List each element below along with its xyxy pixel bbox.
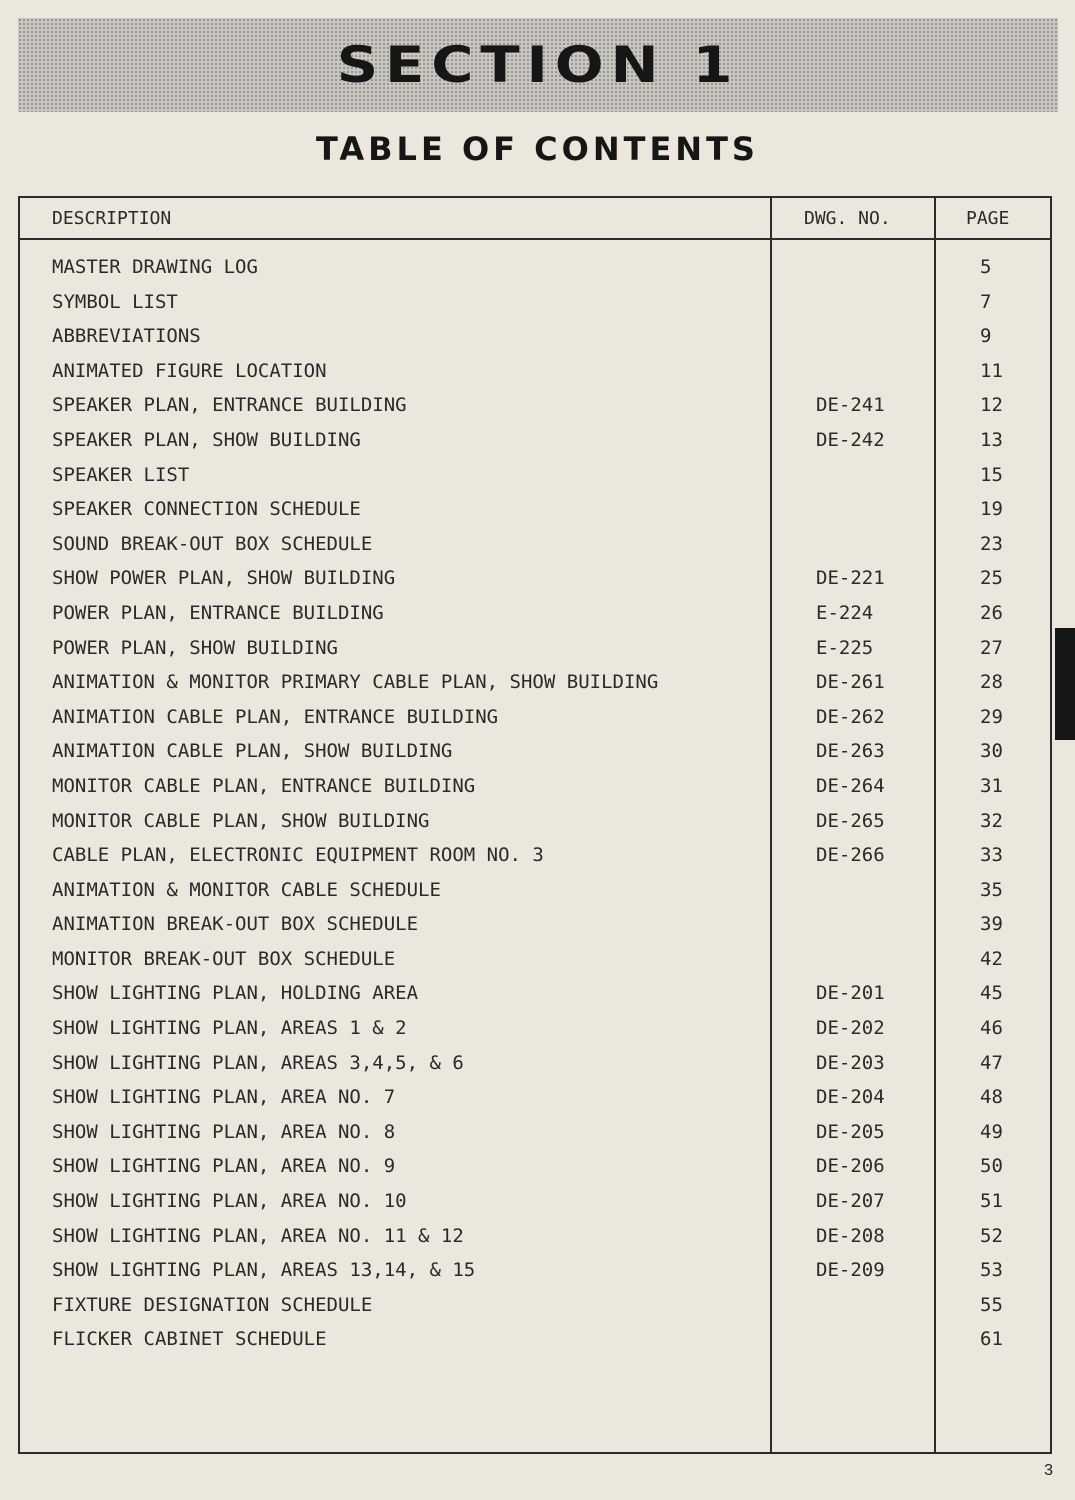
row-page-number: 15 [980,463,1003,486]
row-page-number: 61 [980,1328,1003,1351]
row-page-number: 25 [980,567,1003,590]
row-page-number: 12 [980,394,1003,417]
row-drawing-number: DE-201 [816,982,885,1005]
row-page-number: 29 [980,705,1003,728]
section-banner [18,18,1058,112]
row-page-number: 50 [980,1155,1003,1178]
row-drawing-number: DE-263 [816,740,885,763]
row-description: FIXTURE DESIGNATION SCHEDULE [52,1293,373,1316]
row-description: SHOW LIGHTING PLAN, AREA NO. 7 [52,1086,396,1109]
row-description: ANIMATION & MONITOR CABLE SCHEDULE [52,878,441,901]
row-description: SHOW LIGHTING PLAN, AREA NO. 11 & 12 [52,1224,464,1247]
table-row [20,633,1050,668]
table-row [20,1117,1050,1152]
table-row [20,702,1050,737]
table-row [20,667,1050,702]
row-page-number: 48 [980,1086,1003,1109]
row-description: SOUND BREAK-OUT BOX SCHEDULE [52,532,373,555]
table-row [20,1048,1050,1083]
row-description: SPEAKER LIST [52,463,190,486]
row-page-number: 19 [980,498,1003,521]
row-page-number: 33 [980,844,1003,867]
page-column-header: PAGE [966,208,1010,229]
row-drawing-number: DE-242 [816,428,885,451]
table-row [20,1324,1050,1359]
row-drawing-number: E-225 [816,636,874,659]
row-description: SPEAKER CONNECTION SCHEDULE [52,498,361,521]
page-number: 3 [1044,1462,1053,1479]
row-description: ANIMATION BREAK-OUT BOX SCHEDULE [52,913,419,936]
row-description: SHOW LIGHTING PLAN, AREAS 3,4,5, & 6 [52,1051,464,1074]
row-page-number: 30 [980,740,1003,763]
table-row [20,287,1050,322]
table-row [20,1082,1050,1117]
row-page-number: 32 [980,809,1003,832]
row-page-number: 42 [980,947,1003,970]
row-description: ABBREVIATIONS [52,325,201,348]
page-title: TABLE OF CONTENTS [316,130,759,168]
row-description: MASTER DRAWING LOG [52,256,258,278]
table-row [20,356,1050,391]
row-page-number: 28 [980,671,1003,694]
table-row [20,840,1050,875]
row-drawing-number: DE-266 [816,844,885,867]
row-description: SYMBOL LIST [52,290,178,313]
row-description: SHOW LIGHTING PLAN, AREA NO. 8 [52,1120,396,1143]
table-row [20,529,1050,564]
table-row [20,460,1050,495]
table-row [20,252,1050,287]
row-drawing-number: DE-264 [816,774,885,797]
table-row [20,771,1050,806]
section-title: SECTION 1 [336,36,740,94]
row-drawing-number: DE-221 [816,567,885,590]
row-description: SHOW POWER PLAN, SHOW BUILDING [52,567,396,590]
row-description: MONITOR CABLE PLAN, SHOW BUILDING [52,809,430,832]
row-page-number: 31 [980,774,1003,797]
row-page-number: 52 [980,1224,1003,1247]
table-row [20,425,1050,460]
table-row [20,390,1050,425]
row-description: SHOW LIGHTING PLAN, AREAS 13,14, & 15 [52,1259,476,1282]
row-drawing-number: DE-207 [816,1190,885,1213]
row-description: MONITOR CABLE PLAN, ENTRANCE BUILDING [52,774,476,797]
row-description: ANIMATION & MONITOR PRIMARY CABLE PLAN, SHOW BUILDING [52,671,659,694]
table-row [20,944,1050,979]
toc-table [18,196,1052,1454]
table-row [20,494,1050,529]
row-page-number: 53 [980,1259,1003,1282]
row-page-number: 55 [980,1293,1003,1316]
table-row [20,806,1050,841]
table-row [20,1151,1050,1186]
row-drawing-number: DE-208 [816,1224,885,1247]
table-row [20,1186,1050,1221]
row-description: SHOW LIGHTING PLAN, HOLDING AREA [52,982,419,1005]
row-page-number: 45 [980,982,1003,1005]
row-page-number: 51 [980,1190,1003,1213]
row-description: SHOW LIGHTING PLAN, AREAS 1 & 2 [52,1017,407,1040]
row-description: SHOW LIGHTING PLAN, AREA NO. 9 [52,1155,396,1178]
row-drawing-number: DE-206 [816,1155,885,1178]
drawing-number-column-header: DWG. NO. [804,208,891,229]
row-drawing-number: DE-209 [816,1259,885,1282]
row-drawing-number: DE-203 [816,1051,885,1074]
table-row [20,978,1050,1013]
row-page-number: 39 [980,913,1003,936]
row-description: SPEAKER PLAN, SHOW BUILDING [52,428,361,451]
row-drawing-number: DE-202 [816,1017,885,1040]
table-row [20,875,1050,910]
row-drawing-number: DE-265 [816,809,885,832]
row-description: SHOW LIGHTING PLAN, AREA NO. 10 [52,1190,407,1213]
section-tab-marker [1055,628,1075,740]
row-page-number: 11 [980,359,1003,382]
row-page-number: 7 [980,290,992,313]
row-drawing-number: DE-204 [816,1086,885,1109]
row-drawing-number: E-224 [816,601,874,624]
table-row [20,598,1050,633]
table-row [20,321,1050,356]
row-page-number: 9 [980,325,992,348]
row-page-number: 13 [980,428,1003,451]
table-row [20,909,1050,944]
row-page-number: 23 [980,532,1003,555]
row-description: FLICKER CABINET SCHEDULE [52,1328,327,1351]
table-row [20,1290,1050,1325]
row-drawing-number: DE-241 [816,394,885,417]
row-page-number: 35 [980,878,1003,901]
toc-rows [20,252,1050,1359]
row-page-number: 46 [980,1017,1003,1040]
row-drawing-number: DE-261 [816,671,885,694]
table-row [20,1013,1050,1048]
row-description: POWER PLAN, ENTRANCE BUILDING [52,601,384,624]
row-page-number: 26 [980,601,1003,624]
description-column-header: DESCRIPTION [52,208,172,229]
row-description: ANIMATION CABLE PLAN, SHOW BUILDING [52,740,453,763]
row-description: ANIMATION CABLE PLAN, ENTRANCE BUILDING [52,705,499,728]
row-description: SPEAKER PLAN, ENTRANCE BUILDING [52,394,407,417]
row-page-number: 47 [980,1051,1003,1074]
row-description: MONITOR BREAK-OUT BOX SCHEDULE [52,947,396,970]
row-drawing-number: DE-262 [816,705,885,728]
row-description: POWER PLAN, SHOW BUILDING [52,636,338,659]
header-divider [20,238,1050,240]
row-page-number: 49 [980,1120,1003,1143]
row-page-number: 5 [980,256,992,278]
row-description: ANIMATED FIGURE LOCATION [52,359,327,382]
row-description: CABLE PLAN, ELECTRONIC EQUIPMENT ROOM NO. 3 [52,844,544,867]
table-row [20,1221,1050,1256]
table-row [20,736,1050,771]
table-row [20,563,1050,598]
table-row [20,1255,1050,1290]
row-drawing-number: DE-205 [816,1120,885,1143]
row-page-number: 27 [980,636,1003,659]
